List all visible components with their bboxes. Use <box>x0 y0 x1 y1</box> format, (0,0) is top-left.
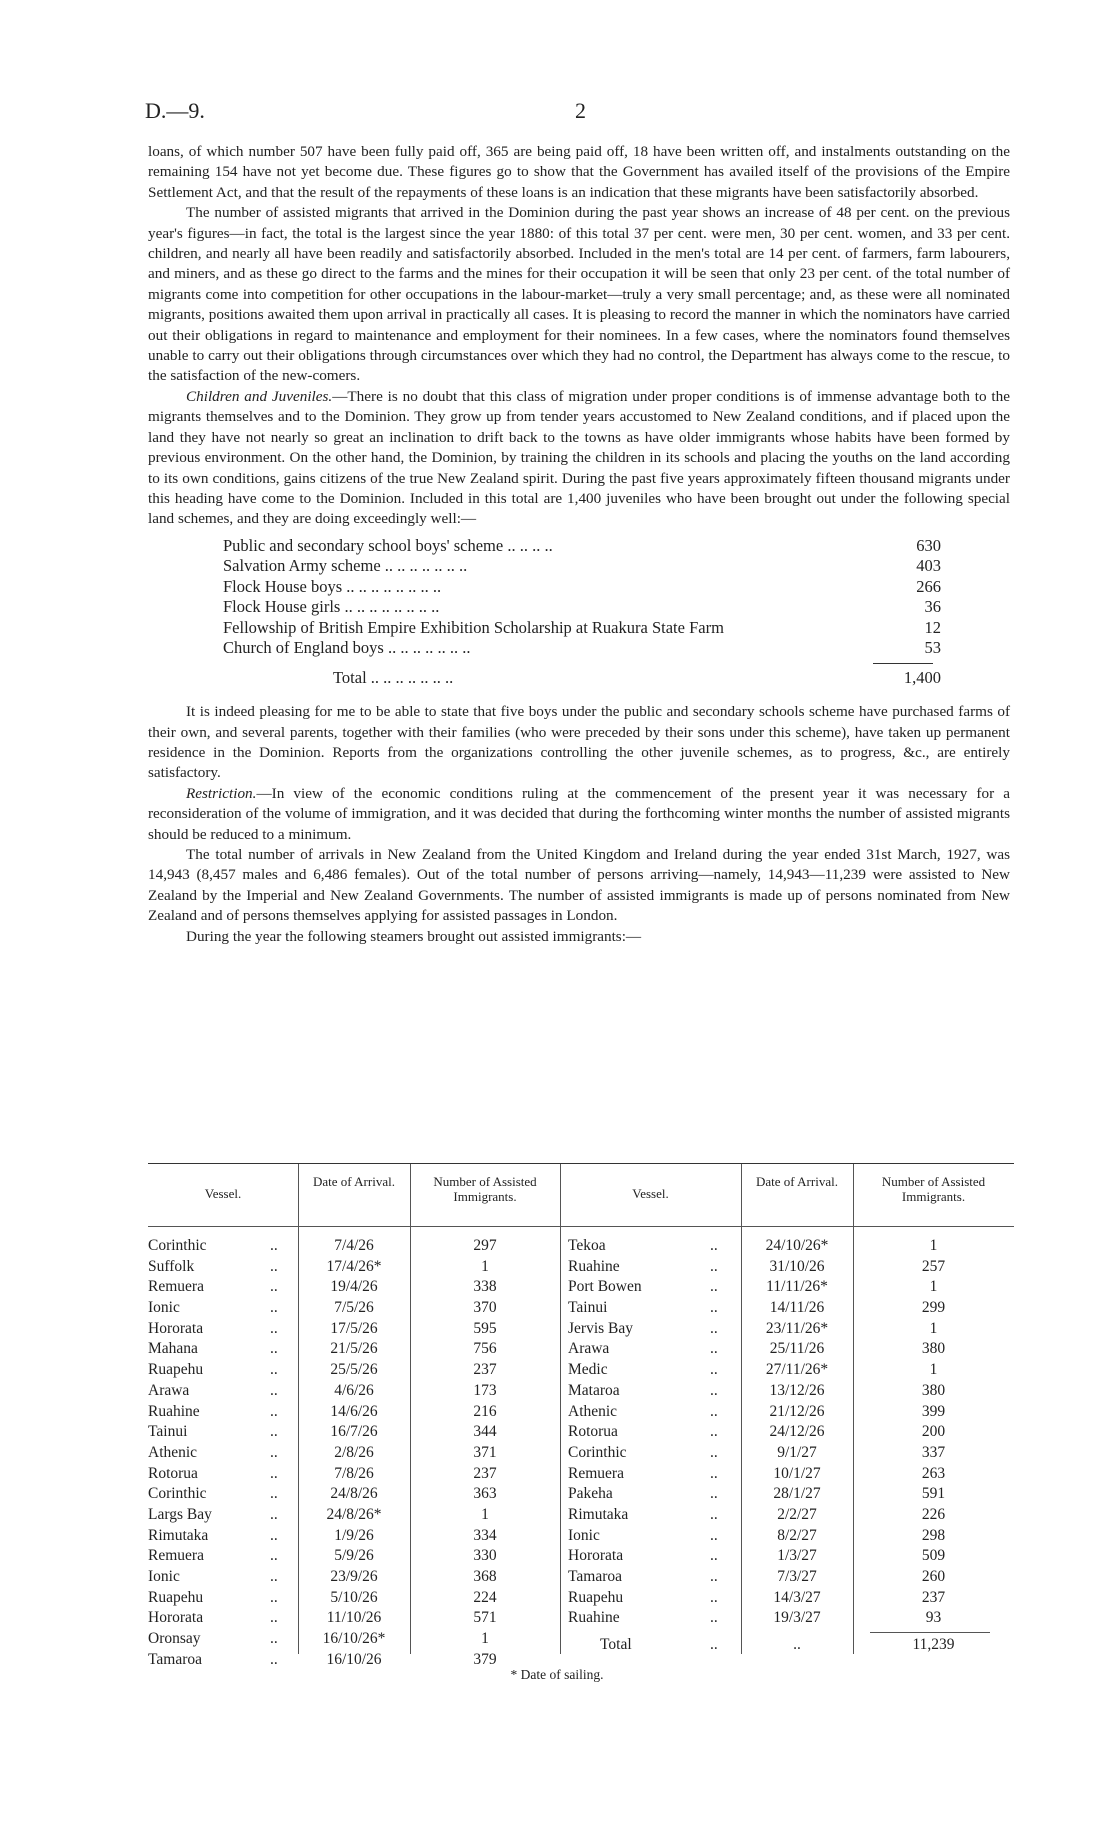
cell-number: 237 <box>921 1588 946 1606</box>
table-row <box>148 1402 560 1423</box>
cell-date: 7/5/26 <box>334 1299 374 1317</box>
leader-dots: .. <box>710 1257 718 1275</box>
leader-dots: .. <box>270 1547 278 1565</box>
cell-number: 370 <box>473 1299 497 1317</box>
cell-vessel: Suffolk <box>148 1257 195 1275</box>
table-row <box>148 1257 560 1278</box>
date-header-left: Date of Arrival. <box>313 1174 395 1189</box>
table-row <box>148 1464 560 1485</box>
juveniles-text: —There is no doubt that this class of migration under proper conditions is of immense advantage both to the migrants themselves and to the Dominion. They grow up from tender years accustomed to New Zealand conditions, and if placed upon the land they have not nearly so great an inclination to drift back to the towns as have older immigrants whose habits have been formed by previous environment. On the other hand, the Dominion, by training the children in its schools and placing the youths on the land according to its own conditions, gains citizens of the true New Zealand spirit. During the past five years approximately fifteen thousand migrants under this heading have come to the Dominion. Included in this total are 1,400 juveniles who have been brought out under the following special land schemes, and they are doing exceedingly well:— <box>148 387 1010 528</box>
cell-date: 7/3/27 <box>777 1568 817 1585</box>
cell-date: 1/9/26 <box>334 1526 374 1544</box>
cell-number: 237 <box>473 1464 497 1482</box>
paragraph-total-arrivals: The total number of arrivals in New Zealand from the United Kingdom and Ireland during the year ended 31st March, 1927, was 14,943 (8,457 males and 6,486 females). Out of the total number of persons arriving—namely, 14,943—11,239 were assisted to New Zealand by the Imperial and New Zealand Governments. The number of assisted immigrants is made up of persons nominated from New Zealand and of persons themselves applying for assisted passages in London. <box>148 846 1010 925</box>
cell-vessel: Medic <box>568 1361 608 1379</box>
leader-dots: .. <box>270 1609 278 1627</box>
cell-date: 5/10/26 <box>330 1588 378 1606</box>
total-date-dots: .. <box>793 1636 801 1654</box>
cell-vessel: Ruahine <box>568 1609 620 1627</box>
table-row <box>560 1339 1014 1360</box>
cell-vessel: Arawa <box>148 1381 190 1399</box>
vessel-header-left: Vessel. <box>204 1186 242 1201</box>
page-number: 2 <box>575 98 586 123</box>
cell-vessel: Rotorua <box>148 1464 198 1482</box>
cell-vessel: Mahana <box>148 1340 198 1358</box>
cell-date: 11/11/26* <box>766 1278 828 1296</box>
cell-date: 27/11/26* <box>765 1361 829 1379</box>
scheme-row: Salvation Army scheme .. .. .. .. .. .. .. 403 <box>223 556 941 576</box>
cell-vessel: Tainui <box>148 1423 188 1441</box>
cell-date: 31/10/26 <box>769 1257 825 1275</box>
cell-number: 1 <box>481 1257 489 1275</box>
cell-vessel: Rotorua <box>568 1423 618 1441</box>
table-row <box>560 1526 1014 1547</box>
table-row <box>148 1319 560 1340</box>
table-row <box>560 1422 1014 1443</box>
table-row <box>560 1360 1014 1381</box>
table-row <box>560 1236 1014 1257</box>
cell-vessel: Remuera <box>148 1278 204 1296</box>
leader-dots: .. <box>710 1402 718 1420</box>
leader-dots: .. <box>270 1319 278 1337</box>
leader-dots: .. <box>710 1278 718 1296</box>
cell-number: 337 <box>921 1443 946 1461</box>
cell-number: 595 <box>473 1319 497 1337</box>
cell-date: 7/4/26 <box>334 1237 374 1254</box>
table-row <box>148 1381 560 1402</box>
schemes-total-row: Total .. .. .. .. .. .. .. 1,400 <box>333 667 941 687</box>
leader-dots: .. <box>710 1547 718 1565</box>
scheme-row: Flock House girls .. .. .. .. .. .. .. .. 36 <box>223 597 941 617</box>
cell-number: 1 <box>481 1505 489 1523</box>
body-text <box>148 142 1010 947</box>
cell-number: 1 <box>929 1319 938 1337</box>
cell-number: 216 <box>473 1402 497 1420</box>
table-row <box>148 1608 560 1629</box>
cell-date: 19/4/26 <box>330 1278 378 1296</box>
cell-date: 10/1/27 <box>773 1464 821 1482</box>
table-row <box>148 1443 560 1464</box>
leader-dots: .. <box>710 1340 718 1358</box>
cell-number: 173 <box>473 1381 497 1399</box>
cell-number: 263 <box>921 1464 946 1482</box>
table-row <box>148 1526 560 1547</box>
cell-date: 17/4/26* <box>326 1257 382 1275</box>
leader-dots: .. <box>710 1423 718 1441</box>
table-row <box>560 1402 1014 1423</box>
steamers-total-row <box>560 1635 1014 1656</box>
cell-vessel: Tamaroa <box>148 1650 202 1668</box>
cell-date: 23/11/26* <box>765 1319 829 1337</box>
table-row <box>560 1257 1014 1278</box>
cell-date: 14/6/26 <box>330 1402 378 1420</box>
cell-number: 371 <box>473 1443 497 1461</box>
cell-vessel: Hororata <box>148 1609 204 1627</box>
paragraph-juveniles <box>148 387 1010 530</box>
cell-vessel: Ruahine <box>568 1257 620 1275</box>
cell-number: 756 <box>473 1340 497 1358</box>
cell-date: 8/2/27 <box>777 1526 817 1544</box>
leader-dots: .. <box>710 1526 718 1544</box>
leader-dots: .. <box>710 1237 718 1254</box>
cell-vessel: Rimutaka <box>568 1505 629 1523</box>
table-row <box>148 1505 560 1526</box>
scheme-row: Fellowship of British Empire Exhibition Scholarship at Ruakura State Farm 12 <box>223 617 941 637</box>
table-row <box>560 1298 1014 1319</box>
cell-number: 260 <box>921 1568 946 1585</box>
paragraph-assisted-migrants: The number of assisted migrants that arrived in the Dominion during the past year shows an increase of 48 per cent. on the previous year's figures—in fact, the total is the largest since the year 1880: of this total 37 per cent. were men, 30 per cent. women, and 33 per cent. children, and nearly all have been readily and satisfactorily absorbed. Included in the men's total are 14 per cent. of farmers, farm labourers, and miners, and as these go direct to the farms and the mines for their occupation it will be seen that only 23 per cent. of the total number of migrants come into competition for other occupations in the labour-market—truly a very small percentage; and, as these were all nominated migrants, positions awaited them upon arrival in practically all cases. It is pleasing to record the manner in which the nominators have carried out their obligations in regard to maintenance and employment for their nominees. In a few cases, where the nominators found themselves unable to carry out their obligations through circumstances over which they had no control, the Department has always come to the rescue, to the satisfaction of the new-comers. <box>148 204 1010 385</box>
cell-vessel: Port Bowen <box>568 1278 642 1296</box>
leader-dots: .. <box>270 1588 278 1606</box>
cell-number: 1 <box>929 1237 938 1254</box>
cell-number: 299 <box>921 1299 946 1317</box>
cell-number: 509 <box>921 1547 946 1565</box>
cell-vessel: Ionic <box>148 1299 180 1317</box>
cell-date: 23/9/26 <box>330 1568 378 1585</box>
cell-date: 13/12/26 <box>769 1381 825 1399</box>
date-header-right: Date of Arrival. <box>756 1174 838 1189</box>
cell-number: 237 <box>473 1361 497 1379</box>
table-row <box>148 1422 560 1443</box>
cell-vessel: Tamaroa <box>568 1568 622 1585</box>
cell-number: 591 <box>921 1485 946 1503</box>
cell-date: 24/8/26* <box>326 1505 382 1523</box>
cell-date: 14/3/27 <box>773 1588 821 1606</box>
steamers-right-rows <box>560 1236 1014 1656</box>
footnote: * Date of sailing. <box>510 1667 604 1682</box>
cell-vessel: Pakeha <box>568 1485 613 1503</box>
table-row <box>148 1484 560 1505</box>
cell-date: 25/11/26 <box>769 1340 825 1358</box>
cell-vessel: Ionic <box>148 1568 180 1585</box>
cell-date: 28/1/27 <box>773 1485 821 1503</box>
table-row <box>148 1629 560 1650</box>
cell-number: 368 <box>473 1568 497 1585</box>
leader-dots: .. <box>710 1636 718 1654</box>
scheme-row: Public and secondary school boys' scheme .. .. .. .. 630 <box>223 535 941 555</box>
steamers-table <box>148 1163 1014 1668</box>
leader-dots: .. <box>270 1340 278 1358</box>
leader-dots: .. <box>270 1464 278 1482</box>
cell-vessel: Oronsay <box>148 1630 201 1648</box>
table-row <box>560 1608 1014 1629</box>
leader-dots: .. <box>710 1319 718 1337</box>
leader-dots: .. <box>270 1485 278 1503</box>
leader-dots: .. <box>710 1568 718 1585</box>
cell-vessel: Tekoa <box>568 1237 606 1254</box>
paragraph-steamers-intro: During the year the following steamers brought out assisted immigrants:— <box>186 927 642 945</box>
cell-date: 17/5/26 <box>330 1319 378 1337</box>
cell-vessel: Largs Bay <box>148 1505 212 1523</box>
scheme-row: Flock House boys .. .. .. .. .. .. .. .. 266 <box>223 576 941 596</box>
cell-vessel: Hororata <box>568 1547 624 1565</box>
leader-dots: .. <box>270 1423 278 1441</box>
cell-vessel: Corinthic <box>568 1443 627 1461</box>
table-row <box>560 1381 1014 1402</box>
cell-date: 4/6/26 <box>334 1381 374 1399</box>
cell-number: 330 <box>473 1547 497 1565</box>
table-row <box>560 1588 1014 1609</box>
cell-date: 1/3/27 <box>777 1547 817 1565</box>
paragraph-five-boys: It is indeed pleasing for me to be able to state that five boys under the public and secondary schools scheme have purchased farms of their own, and several parents, together with their families (who were preceded by their sons under this scheme), have taken up permanent residence in the Dominion. Reports from the organizations controlling the other juvenile schemes, as to progress, &c., are entirely satisfactory. <box>148 703 1010 782</box>
table-row <box>148 1339 560 1360</box>
paragraph-loans: loans, of which number 507 have been fully paid off, 365 are being paid off, 18 have been written off, and instalments outstanding on the remaining 154 have not yet become due. These figures go to show that the Government has availed itself of the provisions of the Empire Settlement Act, and that the result of the repayments of these loans is an indication that these migrants have been satisfactorily absorbed. <box>148 143 1010 201</box>
cell-vessel: Jervis Bay <box>568 1319 634 1337</box>
cell-date: 25/5/26 <box>330 1361 378 1379</box>
leader-dots: .. <box>270 1381 278 1399</box>
cell-date: 16/10/26* <box>322 1630 386 1648</box>
cell-vessel: Corinthic <box>148 1237 207 1254</box>
restriction-text: —In view of the economic conditions ruling at the commencement of the present year it was necessary for a reconsideration of the volume of immigration, and it was decided that during the forthcoming winter months the number of assisted migrants should be reduced to a minimum. <box>148 784 1010 843</box>
leader-dots: .. <box>270 1237 278 1254</box>
cell-number: 1 <box>929 1361 938 1379</box>
table-row <box>148 1277 560 1298</box>
cell-number: 298 <box>921 1526 946 1544</box>
cell-vessel: Ruapehu <box>148 1361 204 1379</box>
cell-number: 399 <box>921 1402 946 1420</box>
cell-date: 16/10/26 <box>326 1650 382 1668</box>
cell-date: 2/2/27 <box>777 1505 817 1523</box>
leader-dots: .. <box>710 1505 718 1523</box>
total-rule <box>873 663 933 664</box>
cell-vessel: Arawa <box>568 1340 610 1358</box>
leader-dots: .. <box>270 1650 278 1668</box>
cell-number: 200 <box>921 1423 946 1441</box>
cell-vessel: Ruapehu <box>568 1588 624 1606</box>
cell-date: 2/8/26 <box>334 1443 374 1461</box>
table-row <box>560 1319 1014 1340</box>
table-row <box>560 1464 1014 1485</box>
cell-vessel: Mataroa <box>568 1381 620 1399</box>
table-row <box>560 1567 1014 1588</box>
cell-date: 5/9/26 <box>334 1547 374 1565</box>
cell-vessel: Rimutaka <box>148 1526 209 1544</box>
total-label: Total <box>600 1636 632 1654</box>
cell-vessel: Remuera <box>568 1464 624 1482</box>
table-row <box>560 1505 1014 1526</box>
table-row <box>560 1277 1014 1298</box>
number-header-right: Number of Assisted Immigrants. <box>881 1174 986 1204</box>
cell-date: 21/5/26 <box>330 1340 378 1358</box>
document-code: D.—9. <box>145 98 205 123</box>
steamers-left-rows <box>148 1236 560 1670</box>
cell-vessel: Corinthic <box>148 1485 207 1503</box>
cell-date: 24/12/26 <box>769 1423 825 1441</box>
cell-vessel: Tainui <box>568 1299 608 1317</box>
table-row <box>148 1236 560 1257</box>
cell-number: 334 <box>473 1526 497 1544</box>
cell-vessel: Ionic <box>568 1526 600 1544</box>
schemes-list <box>223 536 941 689</box>
cell-vessel: Ruapehu <box>148 1588 204 1606</box>
cell-number: 1 <box>481 1630 489 1648</box>
leader-dots: .. <box>270 1568 278 1585</box>
cell-vessel: Athenic <box>148 1443 198 1461</box>
cell-vessel: Hororata <box>148 1319 204 1337</box>
scheme-row: Church of England boys .. .. .. .. .. .. .. 53 <box>223 638 941 658</box>
leader-dots: .. <box>270 1257 278 1275</box>
cell-vessel: Remuera <box>148 1547 204 1565</box>
cell-date: 9/1/27 <box>777 1443 817 1461</box>
cell-number: 1 <box>929 1278 938 1296</box>
table-row <box>148 1298 560 1319</box>
leader-dots: .. <box>710 1443 718 1461</box>
cell-number: 338 <box>473 1278 497 1296</box>
table-row <box>560 1443 1014 1464</box>
cell-date: 16/7/26 <box>330 1423 378 1441</box>
leader-dots: .. <box>710 1361 718 1379</box>
table-row <box>148 1567 560 1588</box>
leader-dots: .. <box>270 1505 278 1523</box>
leader-dots: .. <box>710 1299 718 1317</box>
cell-date: 11/10/26 <box>326 1609 382 1627</box>
leader-dots: .. <box>710 1381 718 1399</box>
restriction-heading: Restriction. <box>186 784 257 802</box>
leader-dots: .. <box>270 1361 278 1379</box>
cell-number: 226 <box>921 1505 946 1523</box>
number-header-left: Number of Assisted Immigrants. <box>433 1174 537 1204</box>
cell-number: 93 <box>925 1609 942 1627</box>
total-number: 11,239 <box>912 1636 955 1654</box>
table-row <box>148 1588 560 1609</box>
page-header <box>145 98 1015 128</box>
cell-date: 24/10/26* <box>765 1237 829 1254</box>
cell-vessel: Athenic <box>568 1402 618 1420</box>
cell-vessel: Ruahine <box>148 1402 200 1420</box>
table-row <box>560 1546 1014 1567</box>
leader-dots: .. <box>710 1588 718 1606</box>
paragraph-restriction <box>148 784 1010 845</box>
leader-dots: .. <box>270 1630 278 1648</box>
table-row <box>148 1360 560 1381</box>
leader-dots: .. <box>710 1609 718 1627</box>
cell-number: 344 <box>473 1423 497 1441</box>
cell-date: 19/3/27 <box>773 1609 821 1627</box>
cell-number: 363 <box>473 1485 497 1503</box>
leader-dots: .. <box>270 1278 278 1296</box>
leader-dots: .. <box>710 1485 718 1503</box>
cell-date: 21/12/26 <box>769 1402 825 1420</box>
cell-number: 571 <box>473 1609 497 1627</box>
cell-number: 379 <box>473 1650 497 1668</box>
cell-number: 257 <box>921 1257 946 1275</box>
table-row <box>148 1546 560 1567</box>
cell-date: 7/8/26 <box>334 1464 374 1482</box>
cell-number: 297 <box>473 1237 497 1254</box>
cell-number: 224 <box>473 1588 497 1606</box>
cell-number: 380 <box>921 1340 946 1358</box>
leader-dots: .. <box>710 1464 718 1482</box>
leader-dots: .. <box>270 1402 278 1420</box>
cell-date: 24/8/26 <box>330 1485 378 1503</box>
vessel-header-right: Vessel. <box>632 1186 669 1201</box>
leader-dots: .. <box>270 1443 278 1461</box>
cell-number: 380 <box>921 1381 946 1399</box>
header-rule <box>148 1226 1014 1227</box>
table-row <box>560 1484 1014 1505</box>
juveniles-heading: Children and Juveniles. <box>186 387 333 405</box>
leader-dots: .. <box>270 1526 278 1544</box>
leader-dots: .. <box>270 1299 278 1317</box>
cell-date: 14/11/26 <box>769 1299 825 1317</box>
